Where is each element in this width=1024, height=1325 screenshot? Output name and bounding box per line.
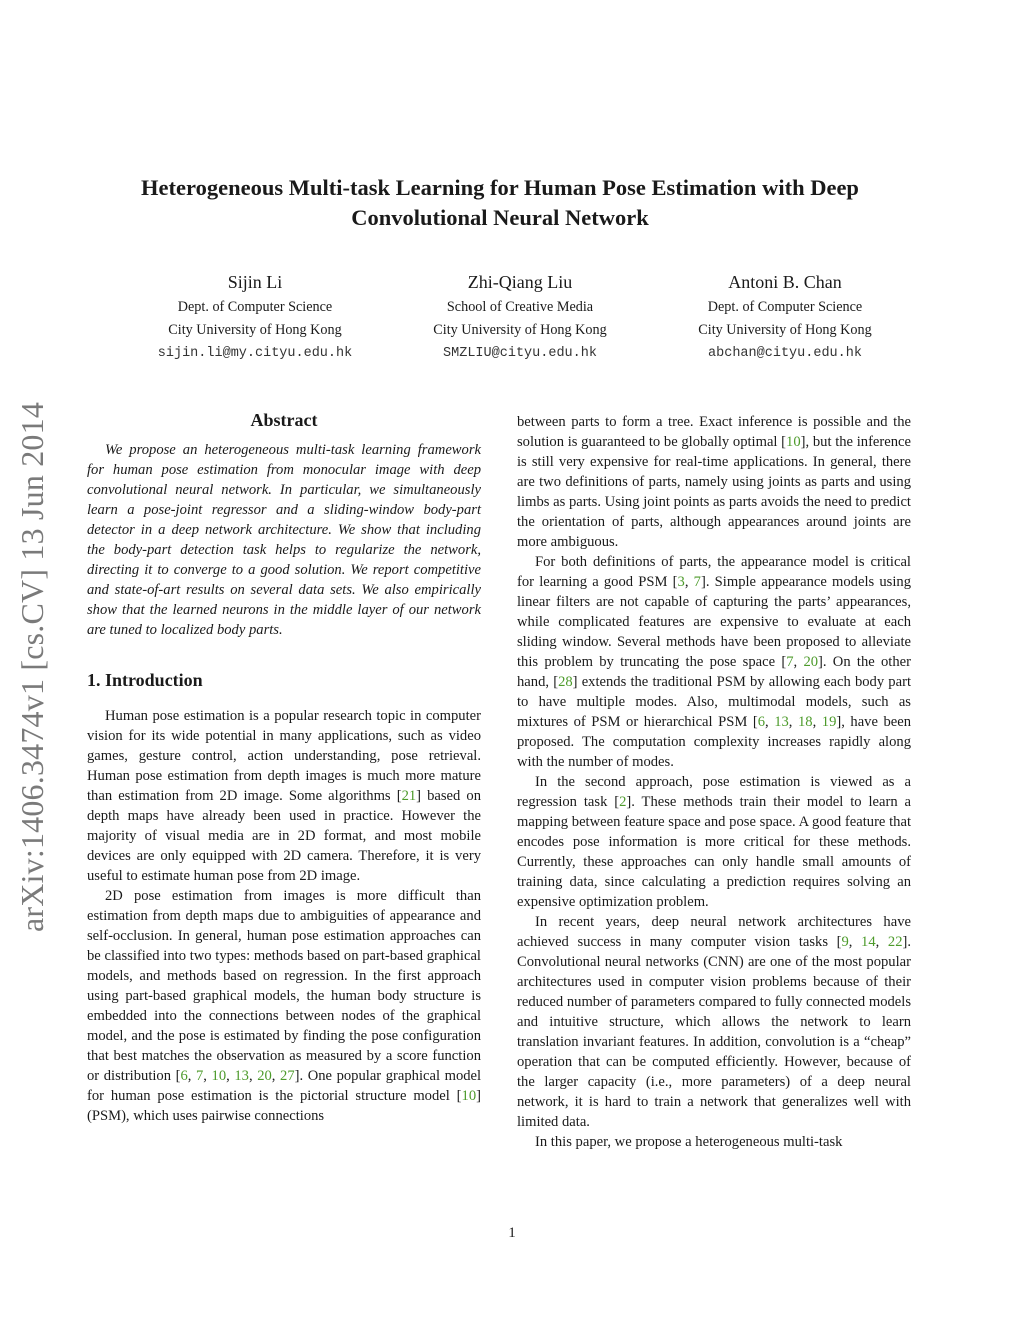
citation-link[interactable]: 2 <box>619 794 627 810</box>
citation-link[interactable]: 7 <box>196 1068 204 1084</box>
author-univ: City University of Hong Kong <box>698 322 872 338</box>
citation-link[interactable]: 7 <box>786 654 794 670</box>
title-line-1: Heterogeneous Multi-task Learning for Human Pose Estimation with Deep <box>141 175 859 200</box>
text-run: ] (PSM), which uses pairwise connections <box>87 1088 481 1124</box>
citation-link[interactable]: 10 <box>461 1088 477 1104</box>
citation-link[interactable]: 6 <box>180 1068 188 1084</box>
citation-link[interactable]: 10 <box>211 1068 227 1084</box>
author-dept: Dept. of Computer Science <box>177 299 333 315</box>
author-email[interactable]: abchan@cityu.edu.hk <box>708 346 862 361</box>
text-run: Human pose estimation is a popular research topic in computer vision for its wide potential in many applications, such as video games, gesture control, action understanding, pose retrieval. Human pose estimation from depth images is much more mature than estimation from 2D image. Some algorithms [ <box>87 708 481 804</box>
intro-paragraph-3: For both definitions of parts, the appearance model is critical for learning a good PSM [3, 7]. Simple appearance models using linear filters are not capable of capturing the parts’ appearances, while complicated features are expensive to evaluate at each sliding window. Several methods have been proposed to alleviate this problem by truncating the pose space [7, 20]. On the other hand, [28] extends the traditional PSM by allowing each body part to have multiple modes. Also, multimodal models, such as mixtures of PSM or hierarchical PSM [6, 13, 18, 19], have been proposed. The computation complexity increases rapidly along with the number of modes. <box>517 554 912 770</box>
section-heading-introduction: 1. Introduction <box>87 670 203 690</box>
text-run: ]. These methods train their model to learn a mapping between feature space and pose space. A good feature that encodes pose information is more critical for these methods. Currently, these approaches can only handle small amounts of training data, since calculating a prediction requires solving an expensive optimization problem. <box>517 794 911 910</box>
text-run: ]. Simple appearance models using linear filters are not capable of capturing the parts’ appearances, while complicated features are expensive to evaluate at each sliding window. Several methods have been proposed to alleviate this problem by truncating the pose space [ <box>517 574 911 670</box>
text-run: For both definitions of parts, the appearance model is critical for learning a good PSM [ <box>517 554 911 590</box>
citation-link[interactable]: 20 <box>257 1068 272 1084</box>
abstract-heading: Abstract <box>250 410 318 430</box>
intro-paragraph-4 <box>517 772 911 912</box>
author-name: Zhi-Qiang Liu <box>467 272 573 292</box>
text-run: ] based on depth maps have already been used in practice. However the majority of visual media are in 2D format, and most mobile devices are only equipped with 2D camera. Therefore, it is very useful to estimate human pose from 2D image. <box>87 788 482 884</box>
abstract-body: We propose an heterogeneous multi-task learning framework for human pose estimation from monocular image with deep convolutional neural network. In particular, we simultaneously learn a pose-joint regressor and a sliding-window body-part detector in a deep network architecture. We show that including the body-part detection task helps to regularize the network, directing it to converge to a good solution. We report competitive and state-of-art results on several data sets. We also empirically show that the learned neurons in the middle layer of our network are tuned to localized body parts. <box>87 442 481 638</box>
author-zhi-qiang-liu <box>405 270 635 365</box>
intro-paragraph-2-continued <box>517 412 911 552</box>
citation-link[interactable]: 3 <box>677 574 685 590</box>
intro-paragraph-5: In recent years, deep neural network architectures have achieved success in many computer vision tasks [9, 14, 22]. Convolutional neural networks (CNN) are one of the most popular architectures used in computer vision problems because of their reduced number of parameters compared to fully connected models and intuitive structure, which allows the network to learn translation invariant features. In addition, convolution is a “cheap” operation that can be computed efficiently. However, because of the larger capacity (i.e., more parameters) of a deep neural network, it is hard to train a network that generalizes well with limited data. <box>517 914 912 1130</box>
citation-link[interactable]: 14 <box>861 934 876 950</box>
text-run: ]. On the other hand, [ <box>517 654 911 690</box>
text-run: between parts to form a tree. Exact inference is possible and the solution is guaranteed to be globally optimal [ <box>517 414 911 450</box>
author-email[interactable]: SMZLIU@cityu.edu.hk <box>443 346 597 361</box>
citation-link[interactable]: 18 <box>797 714 813 730</box>
intro-paragraph-2: 2D pose estimation from images is more difficult than estimation from depth maps due to ambiguities of appearance and self-occlusion. In general, human pose estimation approaches can be classified into two types: methods based on part-based graphical models, and methods based on regression. In the first approach using part-based graphical models, the human body structure is embedded into the connections between nodes of the graphical model, and the pose is estimated by finding the pose configuration that best matches the observation as measured by a score function or distribution [6, 7, 10, 13, 20, 27]. One popular graphical model for human pose estimation is the pictorial structure model [10] (PSM), which uses pairwise connections <box>87 888 482 1124</box>
text-run: In recent years, deep neural network architectures have achieved success in many computer vision tasks [ <box>517 914 911 950</box>
citation-link[interactable]: 28 <box>558 674 573 690</box>
intro-paragraph-1 <box>87 706 481 886</box>
citation-link[interactable]: 21 <box>401 788 417 804</box>
citation-link[interactable]: 22 <box>887 934 903 950</box>
arxiv-identifier-stamp: arXiv:1406.3474v1 [cs.CV] 13 Jun 2014 <box>14 401 50 932</box>
citation-link[interactable]: 6 <box>757 714 766 730</box>
author-block <box>140 270 900 365</box>
author-dept: Dept. of Computer Science <box>707 299 863 315</box>
author-dept: School of Creative Media <box>446 299 594 315</box>
right-column <box>517 412 911 1152</box>
author-univ: City University of Hong Kong <box>168 322 342 338</box>
author-email[interactable]: sijin.li@my.cityu.edu.hk <box>157 346 353 361</box>
citation-link[interactable]: 19 <box>821 714 837 730</box>
citation-link[interactable]: 13 <box>234 1068 249 1084</box>
text-run: ]. One popular graphical model for human pose estimation is the pictorial structure model [ <box>87 1068 482 1104</box>
left-column <box>87 408 481 1126</box>
title-line-2: Convolutional Neural Network <box>351 205 649 230</box>
author-sijin-li <box>140 270 370 365</box>
author-univ: City University of Hong Kong <box>433 322 607 338</box>
citation-link[interactable]: 10 <box>786 434 801 450</box>
citation-link[interactable]: 9 <box>841 934 849 950</box>
author-name: Antoni B. Chan <box>728 272 842 292</box>
citation-link[interactable]: 13 <box>774 714 789 730</box>
text-run: In the second approach, pose estimation is viewed as a regression task [ <box>517 774 911 810</box>
paper-title <box>80 173 920 233</box>
citation-link[interactable]: 20 <box>803 654 819 670</box>
page-number: 1 <box>508 1225 516 1241</box>
citation-link[interactable]: 7 <box>693 574 701 590</box>
author-name: Sijin Li <box>227 272 283 292</box>
author-antoni-chan <box>670 270 900 365</box>
text-run: ], have been proposed. The computation complexity increases rapidly along with the number of modes. <box>517 714 912 770</box>
text-run: ] extends the traditional PSM by allowing each body part to have multiple modes. Also, multimodal models, such as mixtures of PSM or hierarchical PSM [ <box>517 674 911 730</box>
text-run: 2D pose estimation from images is more difficult than estimation from depth maps due to ambiguities of appearance and self-occlusion. In general, human pose estimation approaches can be classified into two types: methods based on part-based graphical models, and methods based on regression. In the first approach using part-based graphical models, the human body structure is embedded into the connections between nodes of the graphical model, and the pose is estimated by finding the pose configuration that best matches the observation as measured by a score function or distribution [ <box>87 888 481 1084</box>
text-run: ]. Convolutional neural networks (CNN) are one of the most popular architectures used in computer vision problems because of their reduced number of parameters compared to fully connected models and intuitive structure, which allows the network to learn translation invariant features. In addition, convolution is a “cheap” operation that can be computed efficiently. However, because of the larger capacity (i.e., more parameters) of a deep neural network, it is hard to train a network that generalizes well with limited data. <box>517 934 912 1130</box>
text-run: ], but the inference is still very expensive for real-time applications. In general, there are two definitions of parts, namely using joints as parts and using limbs as parts. Using joint points as parts avoids the need to predict the orientation of parts, although appearances around joints are more ambiguous. <box>517 434 911 550</box>
citation-link[interactable]: 27 <box>280 1068 295 1084</box>
intro-paragraph-6: In this paper, we propose a heterogeneous multi-task <box>535 1134 843 1150</box>
